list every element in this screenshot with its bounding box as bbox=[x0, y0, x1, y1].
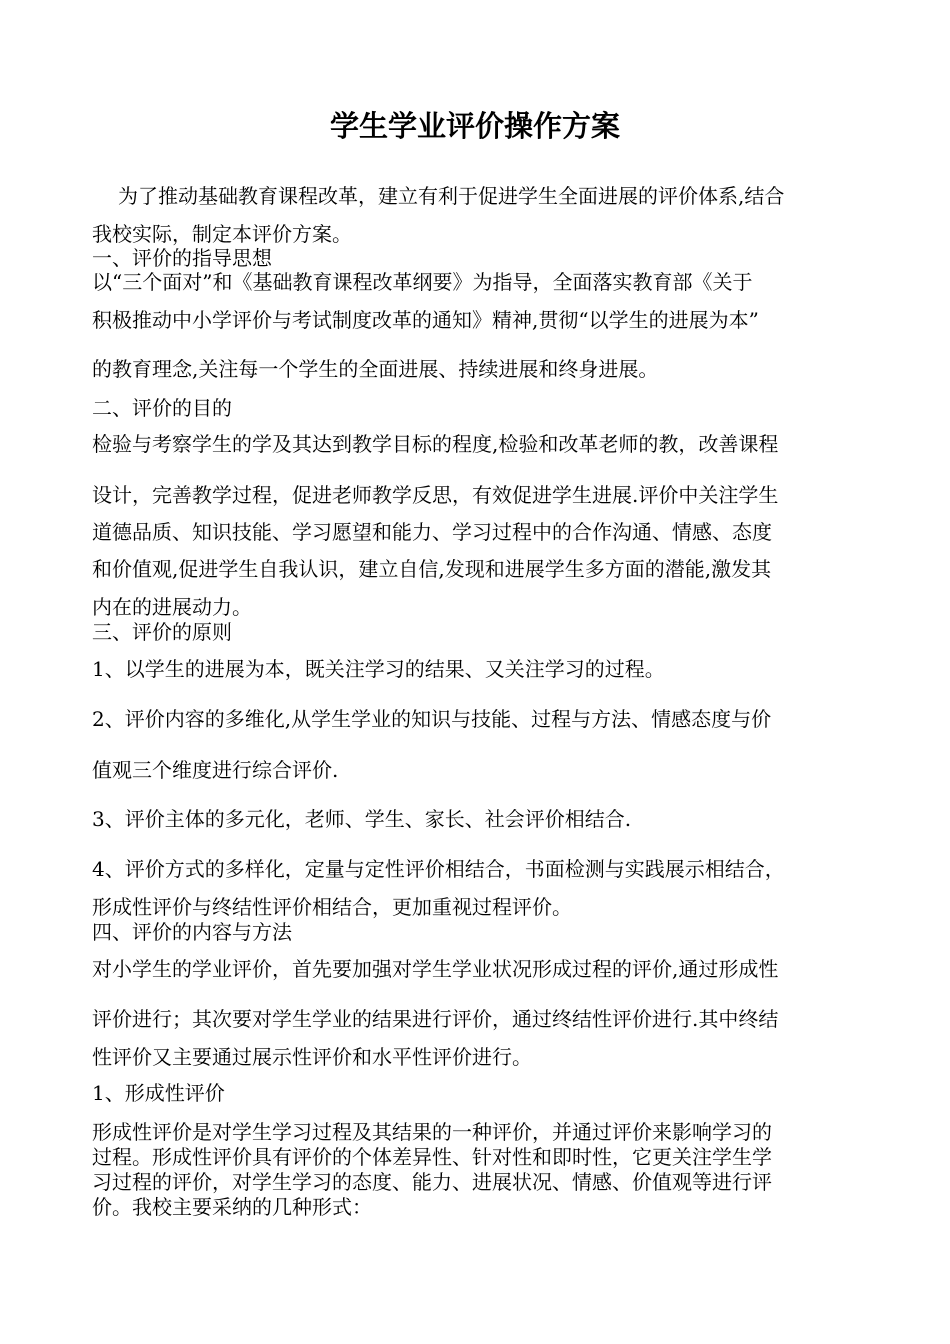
principle-item-2-cont: 值观三个维度进行综合评价. bbox=[92, 758, 339, 782]
section-heading-2: 二、评价的目的 bbox=[92, 396, 232, 420]
paragraph-line: 道德品质、知识技能、学习愿望和能力、学习过程中的合作沟通、情感、态度 bbox=[92, 520, 772, 544]
paragraph-line: 过程。形成性评价具有评价的个体差异性、针对性和即时性，它更关注学生学 bbox=[92, 1145, 772, 1169]
paragraph-line: 设计，完善教学过程，促进老师教学反思，有效促进学生进展.评价中关注学生 bbox=[92, 483, 779, 507]
paragraph-line: 习过程的评价，对学生学习的态度、能力、进展状况、情感、价值观等进行评 bbox=[92, 1170, 772, 1194]
section-heading-1: 一、评价的指导思想 bbox=[92, 246, 272, 270]
section-heading-3: 三、评价的原则 bbox=[92, 620, 232, 644]
paragraph-line: 和价值观,促进学生自我认识，建立自信,发现和进展学生多方面的潜能,激发其 bbox=[92, 557, 772, 581]
principle-item-4: 4、评价方式的多样化，定量与定性评价相结合，书面检测与实践展示相结合， bbox=[92, 857, 785, 881]
intro-line-1: 为了推动基础教育课程改革，建立有利于促进学生全面进展的评价体系,结合 bbox=[118, 184, 785, 208]
paragraph-line: 的教育理念,关注每一个学生的全面进展、持续进展和终身进展。 bbox=[92, 357, 659, 381]
principle-item-3: 3、评价主体的多元化，老师、学生、家长、社会评价相结合. bbox=[92, 807, 632, 831]
document-title: 学生学业评价操作方案 bbox=[329, 109, 620, 143]
paragraph-line: 检验与考察学生的学及其达到教学目标的程度,检验和改革老师的教，改善课程 bbox=[92, 432, 779, 456]
paragraph-line: 以“三个面对”和《基础教育课程改革纲要》为指导，全面落实教育部《关于 bbox=[92, 270, 753, 294]
section-heading-4: 四、评价的内容与方法 bbox=[92, 920, 292, 944]
paragraph-line: 对小学生的学业评价，首先要加强对学生学业状况形成过程的评价,通过形成性 bbox=[92, 957, 779, 981]
principle-item-4-cont: 形成性评价与终结性评价相结合，更加重视过程评价。 bbox=[92, 895, 572, 919]
subsection-heading-1: 1、形成性评价 bbox=[92, 1081, 225, 1105]
principle-item-1: 1、以学生的进展为本，既关注学习的结果、又关注学习的过程。 bbox=[92, 657, 665, 681]
paragraph-line: 积极推动中小学评价与考试制度改革的通知》精神,贯彻“以学生的进展为本” bbox=[92, 308, 759, 332]
principle-item-2: 2、评价内容的多维化,从学生学业的知识与技能、过程与方法、情感态度与价 bbox=[92, 707, 772, 731]
paragraph-line: 评价进行；其次要对学生学业的结果进行评价，通过终结性评价进行.其中终结 bbox=[92, 1007, 779, 1031]
paragraph-line: 性评价又主要通过展示性评价和水平性评价进行。 bbox=[92, 1045, 532, 1069]
paragraph-line: 价。我校主要采纳的几种形式： bbox=[92, 1195, 372, 1219]
intro-line-2: 我校实际，制定本评价方案。 bbox=[92, 222, 352, 246]
paragraph-line: 形成性评价是对学生学习过程及其结果的一种评价，并通过评价来影响学习的 bbox=[92, 1120, 772, 1144]
paragraph-line: 内在的进展动力。 bbox=[92, 595, 252, 619]
